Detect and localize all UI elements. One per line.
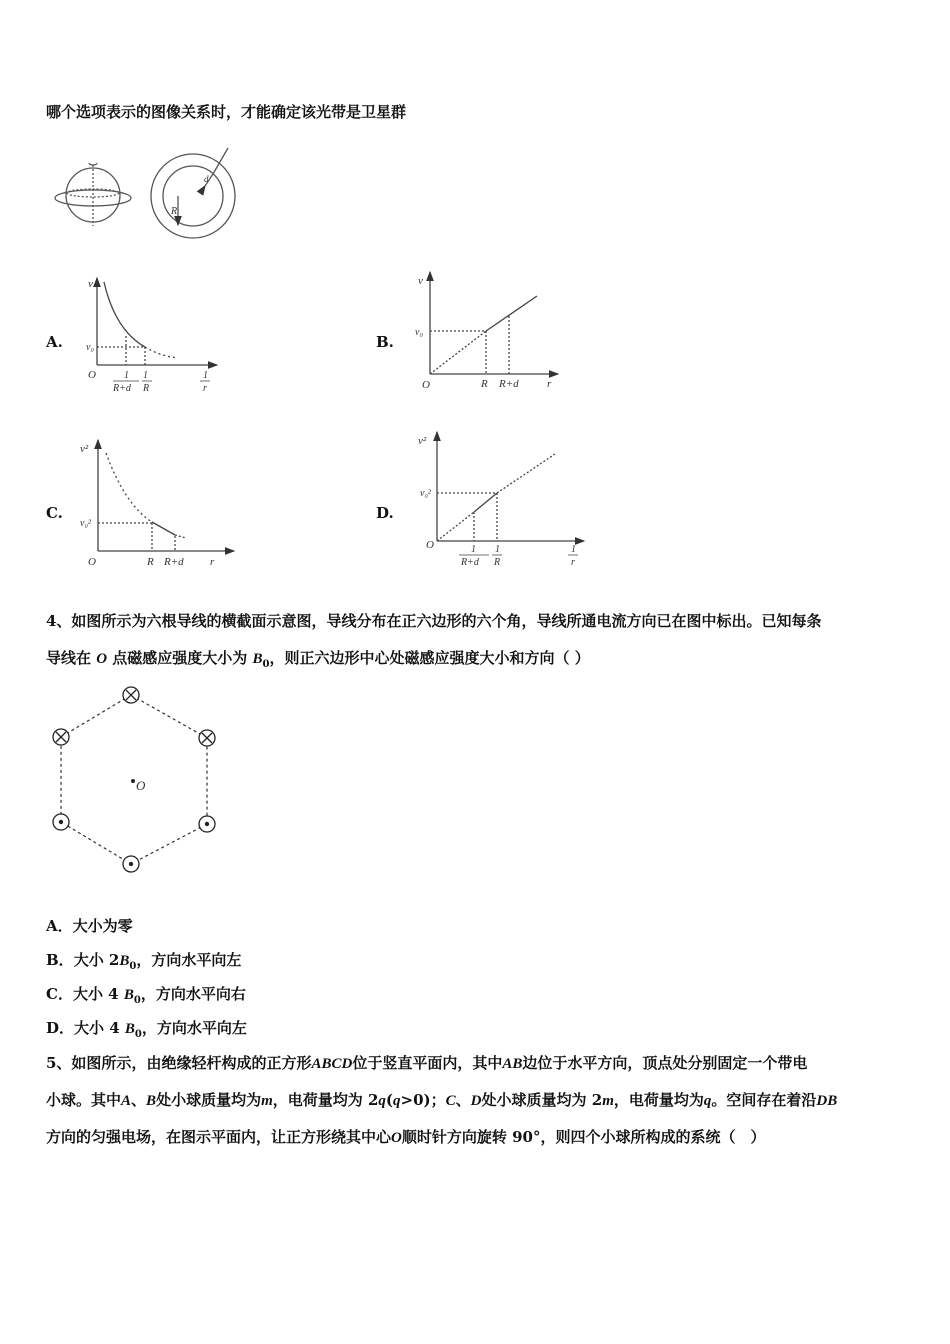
q3-stem-tail: 哪个选项表示的图像关系时，才能确定该光带是卫星群 (46, 103, 407, 121)
graph-d-tick2-num: 1 (495, 544, 500, 555)
graph-a-tick1-den: R+d (113, 383, 131, 394)
graph-d-x-num: 1 (571, 544, 576, 555)
q4-option-d: D．大小 4 $B_0$，方向水平向左 (46, 1019, 247, 1040)
q4-option-b: B．大小 $2B_0$，方向水平向左 (46, 951, 242, 972)
graph-c-origin: O (88, 556, 96, 568)
graph-b-origin: O (422, 379, 430, 391)
graph-c-tick2: R+d (164, 556, 184, 568)
thickness-label: d (204, 174, 209, 184)
graph-c-y-label: v² (80, 443, 89, 455)
graph-a-tick2-num: 1 (143, 370, 148, 381)
q3-option-b-label: B. (376, 333, 394, 351)
graph-b-tick2: R+d (499, 378, 519, 390)
graph-b (415, 272, 558, 391)
graph-d-x-den: r (571, 557, 575, 568)
graph-d-tick1-num: 1 (471, 544, 476, 555)
graph-d-origin: O (426, 539, 434, 551)
graph-a (86, 278, 217, 394)
graph-b-tick1: R (481, 378, 488, 390)
q4-option-a: A．大小为零 (46, 917, 133, 935)
graph-d-tick2-den: R (494, 557, 501, 568)
q5-line2: 小球。其中A、B处小球质量均为m，电荷量均为 2q(q>0)；C、D处小球质量均为 2m，电荷量均为q。空间存在着沿DB (46, 1091, 838, 1109)
graph-d-tick1-den: R+d (461, 557, 479, 568)
hexagon-wires-figure (53, 687, 215, 872)
radius-label: R (171, 206, 178, 217)
graph-d (418, 432, 584, 568)
q3-option-c-label: C. (46, 504, 63, 522)
graph-a-tick2-den: R (143, 383, 150, 394)
q4-line2: 导线在 O 点磁感应强度大小为 $B_0$，则正六边形中心处磁感应强度大小和方向（ ） (46, 649, 590, 670)
graph-a-v0-label: v₀ (86, 342, 94, 353)
planet-ring-figure (55, 163, 131, 226)
graph-b-x-label: r (547, 378, 552, 390)
graph-d-y-label: v² (418, 435, 427, 447)
graph-c (80, 440, 234, 568)
graph-c-v0-label: v₀² (80, 518, 91, 529)
graph-a-origin: O (88, 369, 96, 381)
graph-c-tick1: R (147, 556, 154, 568)
graph-b-y-label: v (418, 275, 423, 287)
graph-a-tick1-num: 1 (124, 370, 129, 381)
center-o-label: O (136, 778, 146, 793)
ring-cross-section-figure (151, 148, 235, 238)
graph-d-v0-label: v₀² (420, 488, 431, 499)
graph-a-x-num: 1 (203, 370, 208, 381)
q3-option-a-label: A. (46, 333, 63, 351)
graph-b-v0-label: v₀ (415, 327, 423, 338)
q4-option-c: C．大小 4 $B_0$，方向水平向右 (46, 985, 246, 1006)
q4-line1: 4、如图所示为六根导线的横截面示意图，导线分布在正六边形的六个角，导线所通电流方向已在图中标出。已知每条 (46, 612, 822, 630)
q5-line1: 5、如图所示，由绝缘轻杆构成的正方形ABCD位于竖直平面内，其中AB边位于水平方向，顶点处分别固定一个带电 (46, 1054, 808, 1072)
graph-a-x-den: r (203, 383, 207, 394)
q5-line3: 方向的匀强电场，在图示平面内，让正方形绕其中心O顺时针方向旋转 90°，则四个小球所构成的系统（ ） (46, 1128, 766, 1146)
graph-c-x-label: r (210, 556, 215, 568)
q3-option-d-label: D. (376, 504, 394, 522)
graph-a-y-label: v (88, 278, 93, 290)
